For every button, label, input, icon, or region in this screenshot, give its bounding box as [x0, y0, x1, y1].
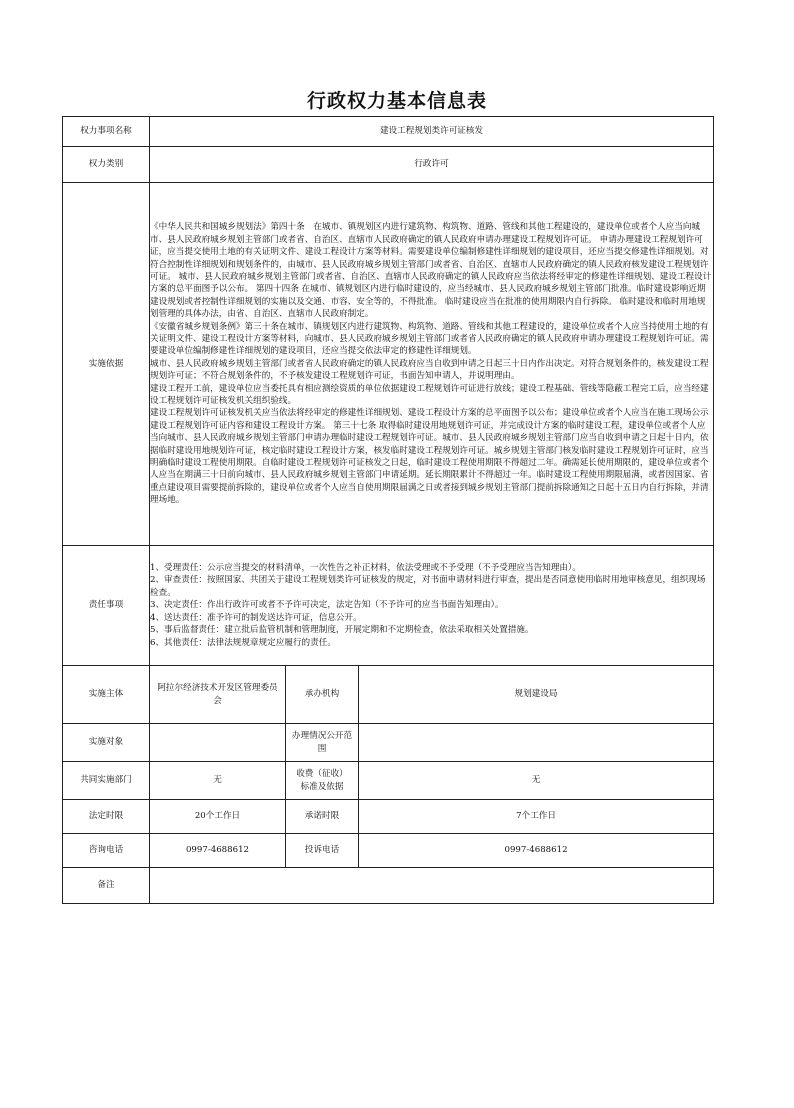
basis-paragraph: 建设工程规划许可证核发机关应当依法将经审定的修建性详细规划、建设工程设计方案的总平面图予以公布；建设单位或者个人应当在施工现场公示建设工程规划许可证内容和建设工程设计方案。 第三十七条 取得临时建设用地规划许可证，并完成设计方案的临时建设工程，建设单位或者个人应当向城市、县人民政府城乡规划主管部门申请办理临时建设工程规划许可证。城市、县人民政府城乡规划主管部门应当自收到申请之日起十日内，依据临时建设用地规划许可证，核定临时建设工程设计方案，核发临时建设工程规划许可证。城乡规划主管部门核发临时建设工程规划许可证时，应当明确临时建设工程使用期限。自临时建设工程规划许可证核发之日起，临时建设工程使用期限不得超过二年。确需延长使用期限的，建设单位或者个人应当在期满三十日前向城市、县人民政府城乡规划主管部门申请延期。延长期限累计不得超过一年。临时建设工程使用期限届满，或者因国家、省重点建设项目需要提前拆除的，建设单位或者个人应当自使用期限届满之日或者接到城乡规划主管部门提前拆除通知之日起十五日内自行拆除，并清理场地。 — [150, 408, 709, 506]
subject-value: 阿拉尔经济技术开发区管理委员会 — [150, 666, 286, 724]
basis-label: 实施依据 — [63, 183, 150, 546]
power-category-value: 行政许可 — [150, 147, 714, 183]
row-phone — [63, 834, 714, 868]
page-title: 行政权力基本信息表 — [306, 90, 487, 112]
disclosure-value — [359, 724, 714, 762]
subject-label: 实施主体 — [63, 666, 150, 724]
basis-paragraph: 建设工程开工前，建设单位应当委托具有相应测绘资质的单位依据建设工程规划许可证进行放线；建设工程基础、管线等隐蔽工程完工后，应当经建设工程规划许可证核发机关组织验线。 — [150, 383, 709, 407]
responsibility-content — [150, 546, 714, 666]
responsibility-item: 1、受理责任：公示应当提交的材料清单，一次性告之补正材料，依法受理或不予受理（不予受理应当告知理由）。 — [150, 563, 581, 574]
consult-phone-value: 0997-4688612 — [150, 834, 286, 868]
row-power-category — [63, 147, 714, 183]
complaint-phone-label: 投诉电话 — [286, 834, 359, 868]
promise-time-value: 7个工作日 — [359, 800, 714, 834]
row-basis — [63, 183, 714, 546]
joint-label: 共同实施部门 — [63, 762, 150, 800]
remark-label: 备注 — [63, 868, 150, 904]
legal-time-label: 法定时限 — [63, 800, 150, 834]
row-joint — [63, 762, 714, 800]
disclosure-label: 办理情况公开范围 — [286, 724, 359, 762]
responsibility-label: 责任事项 — [63, 546, 150, 666]
responsibility-item: 3、决定责任：作出行政许可或者不予许可决定，法定告知（不予许可的应当书面告知理由）。 — [150, 600, 504, 611]
power-name-label: 权力事项名称 — [63, 117, 150, 147]
responsibility-item: 5、事后监督责任：建立批后监管机制和管理制度，开展定期和不定期检查，依法采取相关处置措施。 — [150, 625, 534, 636]
responsibility-item: 4、送达责任：准予许可的制发送达许可证，信息公开。 — [150, 612, 362, 623]
row-time — [63, 800, 714, 834]
info-table — [62, 116, 714, 904]
basis-content — [150, 183, 714, 546]
row-subject — [63, 666, 714, 724]
row-target — [63, 724, 714, 762]
power-name-value: 建设工程规划类许可证核发 — [150, 117, 714, 147]
row-remark — [63, 868, 714, 904]
responsibility-item: 6、其他责任：法律法规规章规定应履行的责任。 — [150, 637, 336, 648]
row-power-name — [63, 117, 714, 147]
fee-label: 收费（征收）标准及依据 — [286, 762, 359, 800]
consult-phone-label: 咨询电话 — [63, 834, 150, 868]
promise-time-label: 承诺时限 — [286, 800, 359, 834]
complaint-phone-value: 0997-4688612 — [359, 834, 714, 868]
responsibility-item: 2、审查责任：按照国家、共团关于建设工程规划类许可证核发的规定，对书面申请材料进行审查，提出是否同意使用临时用地审核意见，组织现场检查。 — [150, 575, 706, 598]
basis-paragraph: 《安徽省城乡规划条例》第三十条在城市、镇规划区内进行建筑物、构筑物、道路、管线和其他工程建设的，建设单位或者个人应当持使用土地的有关证明文件、建设工程设计方案等材料，向城市、县人民政府城乡规划主管部门或者省人民政府确定的镇人民政府申请办理建设工程规划许可证。需要建设单位编制修建性详细规划的建设项目，还应当提交依法审定的修建性详细规划。 — [150, 321, 709, 357]
basis-paragraph: 《中华人民共和国城乡规划法》第四十条 在城市、镇规划区内进行建筑物、构筑物、道路、管线和其他工程建设的，建设单位或者个人应当向城市、县人民政府城乡规划主管部门或者省、自治区、直辖市人民政府确定的镇人民政府申请办理建设工程规划许可证。 申请办理建设工程规划许可证，应当提交使用土地的有关证明文件、建设工程设计方案等材料。需要建设单位编制修建性详细规划的建设项目，还应当提交修建性详细规划。对符合控制性详细规划和规划条件的，由城市、县人民政府城乡规划主管部门或者省、自治区、直辖市人民政府确定的镇人民政府核发建设工程规划许可证。 城市、县人民政府城乡规划主管部门或者省、自治区、直辖市人民政府确定的镇人民政府应当依法将经审定的修建性详细规划、建设工程设计方案的总平面图予以公布。 第四十四条 在城市、镇规划区内进行临时建设的，应当经城市、县人民政府城乡规划主管部门批准。临时建设影响近期建设规划或者控制性详细规划的实施以及交通、市容、安全等的，不得批准。 临时建设应当在批准的使用期限内自行拆除。 临时建设和临时用地规划管理的具体办法，由省、自治区、直辖市人民政府制定。 — [150, 222, 712, 320]
remark-value — [150, 868, 714, 904]
target-label: 实施对象 — [63, 724, 150, 762]
joint-value: 无 — [150, 762, 286, 800]
row-responsibility — [63, 546, 714, 666]
legal-time-value: 20个工作日 — [150, 800, 286, 834]
agency-value: 规划建设局 — [359, 666, 714, 724]
agency-label: 承办机构 — [286, 666, 359, 724]
fee-value: 无 — [359, 762, 714, 800]
power-category-label: 权力类别 — [63, 147, 150, 183]
basis-paragraph: 城市、县人民政府城乡规划主管部门或者省人民政府确定的镇人民政府应当自收到申请之日起三十日内作出决定。对符合规划条件的，核发建设工程规划许可证；不符合规划条件的，不予核发建设工程规划许可证，书面告知申请人，并说明理由。 — [150, 358, 709, 382]
target-value — [150, 724, 286, 762]
